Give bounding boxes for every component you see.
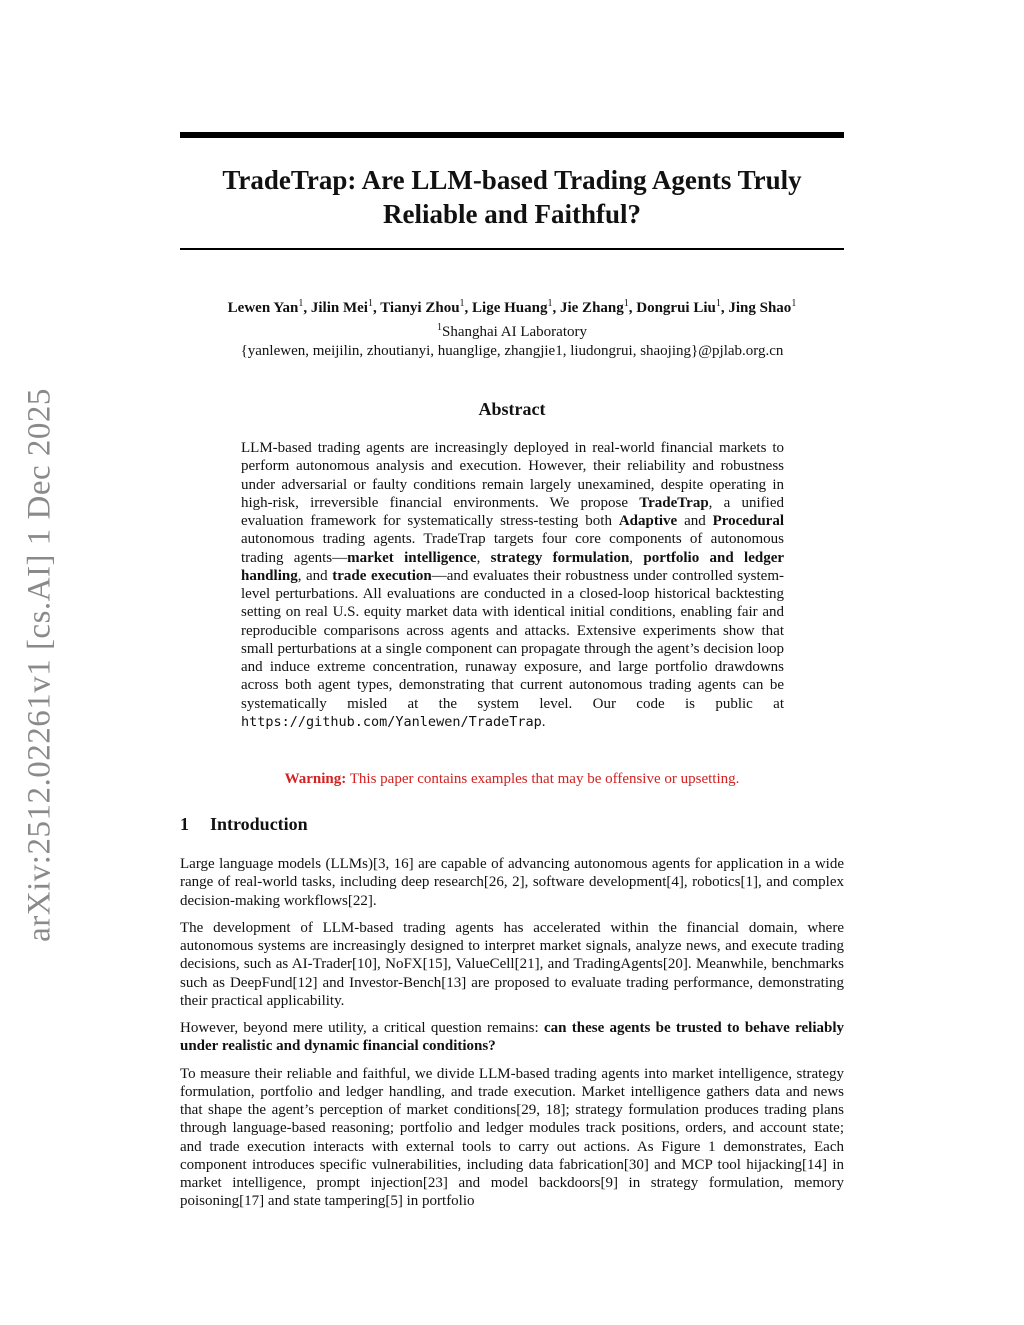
abstract-text: , [629,549,644,566]
abstract-bold-term: Procedural [712,513,784,529]
abstract-text: autonomous trading agents. TradeTrap targets four core components of autonomous trading agents— [241,531,784,566]
affiliation-mark: 1 [437,322,443,333]
abstract-body [241,439,784,731]
section-number: 1 [180,814,189,834]
affiliation-name: Shanghai AI Laboratory [442,324,587,340]
author-block [150,294,874,361]
author-name: Dongrui Liu [636,300,716,316]
author-affiliation-mark: 1 [459,298,465,309]
abstract-text: and [677,513,713,529]
title-line-1: TradeTrap: Are LLM-based Trading Agents Truly [222,165,802,195]
abstract-bold-term: trade execution [332,567,432,584]
abstract-bold-term: market intelligence [347,549,477,566]
author-affiliation-mark: 1 [298,298,304,309]
abstract-heading: Abstract [478,399,546,419]
abstract-text: LLM-based trading agents are increasingly deployed in real-world financial markets to perform autonomous analysis and execution. However, their reliability and robustness under adversarial or faulty conditions remain largely unexamined, despite operating in high-risk, irreversible financial environments. We propose [241,440,784,511]
arxiv-sidebar [10,385,70,945]
abstract-bold-term: TradeTrap [639,494,709,511]
arxiv-identifier: arXiv:2512.02261v1 [cs.AI] 1 Dec 2025 [21,388,58,942]
author-name: Jie Zhang [559,300,624,316]
intro-paragraph: Large language models (LLMs)[3, 16] are capable of advancing autonomous agents for application in a wide range of real-world tasks, including deep research[26, 2], software development[4], robotics[1], and complex decision-making workflows[22]. [180,856,844,909]
author-name: Jing Shao [728,300,792,316]
abstract-text: , [476,549,491,566]
author-name: Tianyi Zhou [380,300,460,316]
abstract-text: , a unified evaluation framework for systematically stress-testing both [241,494,784,529]
author-affiliation-mark: 1 [715,298,721,309]
title-bottom-rule [180,248,844,250]
warning-label: Warning: [284,771,347,787]
affiliation [150,318,874,342]
author-emails: {yanlewen, meijilin, zhoutianyi, huanglige, zhangjie1, liudongrui, shaojing}@pjlab.org.cn [240,343,784,359]
abstract-text: . [541,713,546,730]
intro-paragraph [180,1019,844,1056]
title-top-rule [180,132,844,138]
section-title: Introduction [210,814,308,834]
author-list: Lewen Yan$^1$, Jilin Mei$^1$, Tianyi Zhou$^1$, Lige Huang$^1$, Jie Zhang$^1$, Dongrui Liu$^1$, Jing Shao$^1$ [227,298,797,316]
abstract-text: —and evaluates their robustness under controlled system-level perturbations. All evaluations are conducted in a closed-loop historical backtesting setting on real U.S. equity market data with identical initial conditions, enabling fair and reproducible comparisons across agents and attacks. Extensive experiments show that small perturbations at a single component can propagate through the agent’s decision loop and induce extreme concentration, runaway exposure, and large portfolio drawdowns across both agent types, demonstrating that current autonomous trading agents can be systematically misled at the system level. Our code is public at [241,567,784,712]
intro-research-question: can these agents be trusted to behave reliably under realistic and dynamic financial conditions? [180,1020,844,1055]
abstract-text: , and [297,567,333,584]
author-affiliation-mark: 1 [791,298,797,309]
warning-text: This paper contains examples that may be offensive or upsetting. [346,771,740,787]
abstract-bold-term: strategy formulation [490,549,630,566]
title-line-2: Reliable and Faithful? [382,199,642,229]
author-name: Lige Huang [472,300,548,316]
intro-paragraph: To measure their reliable and faithful, we divide LLM-based trading agents into market intelligence, strategy formulation, portfolio and ledger handling, and trade execution. Market intelligence gathers data and news that shape the agent’s perception of market conditions[29, 18]; strategy formulation produces trading plans through language-based reasoning; portfolio and ledger modules track positions, orders, and account state; and trade execution interacts with external tools to carry out actions. As Figure 1 demonstrates, Each component introduces specific vulnerabilities, including data fabrication[30] and MCP tool hijacking[14] in market intelligence, prompt injection[23] and model backdoors[9] in strategy formulation, memory poisoning[17] and state tampering[5] in portfolio [180,1065,844,1210]
introduction-body [180,855,844,1220]
content-warning [180,771,844,788]
code-repository-link[interactable]: https://github.com/Yanlewen/TradeTrap [241,713,542,730]
author-name: Jilin Mei [310,300,368,316]
author-name: Lewen Yan [227,300,299,316]
intro-paragraph: The development of LLM-based trading agents has accelerated within the financial domain, where autonomous systems are increasingly designed to interpret market signals, analyze news, and execute trading decisions, such as AI-Trader[10], NoFX[15], ValueCell[21], and TradingAgents[20]. Meanwhile, benchmarks such as DeepFund[12] and Investor-Bench[13] are proposed to evaluate trading performance, demonstrating their practical applicability. [180,919,844,1009]
abstract-bold-term: Adaptive [618,513,678,529]
paper-title [180,163,844,231]
author-affiliation-mark: 1 [547,298,553,309]
section-heading-introduction [180,814,308,835]
author-affiliation-mark: 1 [367,298,373,309]
abstract-bold-term: portfolio and ledger handling [241,549,785,584]
author-affiliation-mark: 1 [623,298,629,309]
intro-text: However, beyond mere utility, a critical question remains: [180,1020,544,1036]
